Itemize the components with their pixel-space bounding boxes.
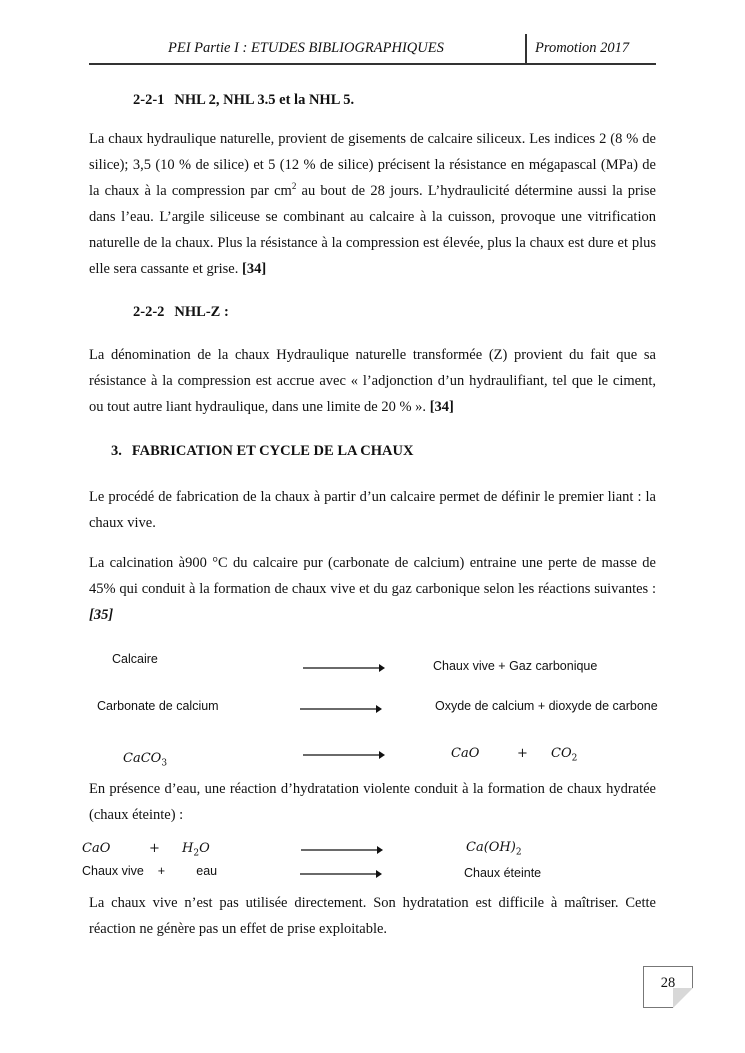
- section-number: 3.: [111, 443, 122, 459]
- paragraph-fabrication: [89, 484, 656, 536]
- section-title: FABRICATION ET CYCLE DE LA CHAUX: [131, 443, 414, 459]
- superscript: 2: [291, 181, 297, 192]
- paragraph-nhl-indices: [89, 126, 656, 282]
- paragraph-text: La dénomination de la chaux Hydraulique naturelle transformée (Z) provient du fait que sa résistance à la compression est accrue avec « l’adjonction d’un hydraulifiant, tel que le ciment, ou tout autre liant hydraulique, dans une limite de 20 % ».: [89, 347, 656, 415]
- header-rule: [89, 63, 656, 65]
- paragraph-text: La calcination à900 °C du calcaire pur (carbonate de calcium) entraine une perte de masse de 45% qui conduit à la formation de chaux vive et du gaz carbonique selon les réactions suivantes :: [89, 555, 656, 597]
- reaction-arrow: [300, 869, 382, 879]
- formula-caco3: [123, 751, 167, 769]
- page-number-box: [643, 966, 693, 1008]
- section-heading-2-2-1: [133, 92, 354, 109]
- formula-plus: +: [517, 746, 528, 761]
- formula-cao: CaO: [451, 746, 480, 761]
- paragraph-text: au bout de 28 jours. L’hydraulicité détermine aussi la prise dans l’eau. L’argile siliceuse se combinant au calcaire à la cuisson, provoque une vitrification naturelle de la chaux. Plus la résistance à la compression est élevée, plus la chaux est dure et plus elle sera cassante et grise.: [89, 183, 656, 277]
- paragraph-text: La chaux hydraulique naturelle, provient de gisements de calcaire siliceux. Les indices 2 (8 % de silice); 3,5 (10 % de silice) et 5 (12 % de silice) précisent la résistance en mégapascal (MPa) de la chaux à la compression par cm: [89, 131, 656, 199]
- section-title: NHL-Z :: [174, 304, 229, 320]
- formula-h2o: [182, 841, 210, 859]
- paragraph-nhl-z: [89, 342, 656, 420]
- formula-base: CaCO: [123, 751, 162, 766]
- citation-ref: [35]: [89, 607, 114, 623]
- formula-subscript: 2: [571, 753, 578, 764]
- paragraph-hydration: [89, 776, 656, 828]
- paragraph-text: La chaux vive n’est pas utilisée directement. Son hydratation est difficile à maîtriser. Cette réaction ne génère pas un effet de prise exploitable.: [89, 895, 656, 937]
- section-title: NHL 2, NHL 3.5 et la NHL 5.: [174, 92, 355, 108]
- reaction-arrow: [301, 845, 383, 855]
- formula-plus: +: [149, 841, 160, 856]
- running-header-promotion: Promotion 2017: [535, 40, 630, 56]
- formula-co2: [551, 746, 577, 764]
- running-header-title: PEI Partie I : ETUDES BIBLIOGRAPHIQUES: [168, 40, 444, 56]
- section-heading-2-2-2: [133, 304, 229, 321]
- reaction-label-calcaire: Calcaire: [112, 652, 158, 666]
- formula-subscript: 2: [193, 848, 200, 859]
- paragraph-text: Le procédé de fabrication de la chaux à partir d’un calcaire permet de définir le premier liant : la chaux vive.: [89, 489, 656, 531]
- page-fold-corner: [673, 988, 693, 1008]
- formula-subscript: 3: [161, 758, 168, 769]
- section-heading-3: [111, 443, 413, 460]
- reaction-label-chaux-eteinte: Chaux éteinte: [464, 866, 542, 880]
- paragraph-closing: [89, 890, 656, 942]
- formula-tail: O: [199, 841, 210, 856]
- page-number: 28: [660, 975, 676, 991]
- reaction-label-chaux-vive-gaz: Chaux vive + Gaz carbonique: [433, 659, 598, 673]
- reaction-label-carbonate: Carbonate de calcium: [97, 699, 219, 713]
- citation-ref: [34]: [429, 399, 454, 415]
- paragraph-text: En présence d’eau, une réaction d’hydratation violente conduit à la formation de chaux hydratée (chaux éteinte) :: [89, 781, 656, 823]
- formula-base: Ca(OH): [466, 840, 516, 855]
- reaction-arrow: [303, 663, 385, 673]
- reaction-label-chaux-vive-eau: Chaux vive + eau: [82, 864, 218, 878]
- citation-ref: [34]: [241, 261, 267, 277]
- section-number: 2-2-1: [133, 92, 165, 108]
- section-number: 2-2-2: [133, 304, 165, 320]
- formula-base: CO: [551, 746, 572, 761]
- reaction-arrow: [300, 704, 382, 714]
- header-separator: [525, 34, 527, 64]
- paragraph-calcination: [89, 550, 656, 628]
- formula-subscript: 2: [515, 847, 522, 858]
- formula-cao: CaO: [82, 841, 111, 856]
- reaction-label-oxyde: Oxyde de calcium + dioxyde de carbone: [435, 699, 658, 713]
- formula-base: H: [182, 841, 194, 856]
- formula-caoh2: [466, 840, 522, 858]
- reaction-arrow: [303, 750, 385, 760]
